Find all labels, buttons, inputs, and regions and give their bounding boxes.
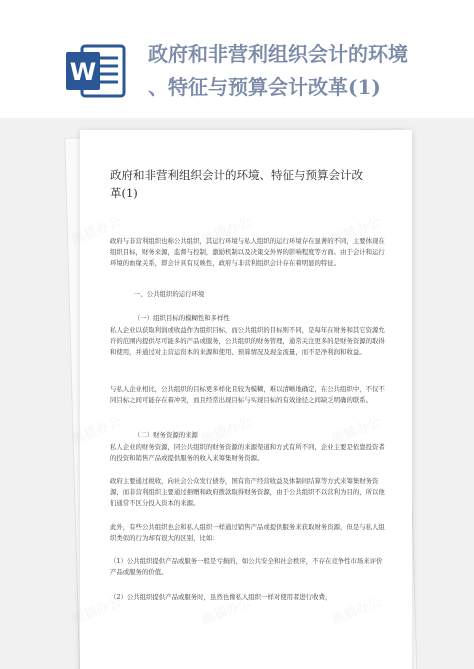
banner-title-line-1: 政府和非营利组织会计的环境 [148, 42, 408, 66]
document-preview-area [0, 118, 474, 669]
paragraph-point-1: （1）公共组织提供产品或服务一般是亏损的，如公共安全和社会秩序，不存在竞争性市场来评价产品或服务的价值。 [110, 557, 383, 576]
document-title [110, 166, 388, 202]
banner-header [0, 0, 474, 118]
watermark: 熊猫办公 [199, 594, 254, 629]
heading-subsection-2: （二）财务资源的来源 [134, 431, 198, 439]
paragraph-sales: 此外，有些公共组织也会和私人组织一样通过销售产品或提供服务来获取财务资源，但是与私人组织类似的行为却有很大的区别，比如： [110, 523, 385, 542]
paragraph-comparison: 与私人企业相比，公共组织的目标更多样化且较为模糊，难以清晰地确定，在公共组织中，不仅不同目标之间可能存在着冲突，而且经常出现目标与实现目标的有效途径之间缺乏明确的联系。 [110, 385, 385, 404]
watermark: 熊猫办公 [329, 214, 384, 249]
watermark: 熊猫办公 [69, 594, 124, 629]
heading-subsection-1: （一）组织目标的模糊性和多样性 [134, 314, 230, 322]
banner-title [148, 38, 460, 104]
paragraph-point-2: （2）公共组织提供产品或服务时，虽然也像私人组织一样对使用者进行收费， [110, 593, 332, 601]
watermark: 熊猫办公 [69, 214, 124, 249]
word-icon [64, 42, 128, 100]
document-page [69, 130, 412, 669]
document-title-line-2: 革(1) [110, 186, 138, 200]
svg-text:W: W [69, 58, 97, 86]
banner-title-line-2: 、特征与预算会计改革(1) [148, 75, 381, 99]
document-title-line-1: 政府和非营利组织会计的环境、特征与预算会计改 [110, 168, 363, 182]
watermark: 熊猫办公 [329, 414, 384, 449]
paragraph-funding-sources: 私人企业的财务资源，同公共组织的财务资源的来源渠道和方式有所不同，企业主要是依靠投资者的投资和销售产品或提供服务的收入来筹集财务资源。 [110, 443, 385, 462]
watermark: 熊猫办公 [199, 214, 254, 249]
watermark: 熊猫办公 [199, 414, 254, 449]
paragraph-intro: 政府与非营利组织也称公共组织，其运行环境与私人组织的运行环境存在显著的不同，主要体现在组织目标，财务来源，监督与控制，激励机制以及决策交外界的影响程度等方面。由于会计和运行环境的血缘关系，即会计具有反映性，政府与非营利组织会计存在着明显的特征。 [110, 237, 385, 267]
heading-section-1: 一、公共组织的运行环境 [134, 290, 205, 298]
paragraph-objectives: 私人企业以获取利润或收益作为组织目标，而公共组织的目标则不同，是每年在财务和其它资源允许的范围内提供尽可能多的产品或服务，公共组织的财务管理，通常关注更多的是财务资源的取得和使用，并通过对主营运资本的来源和使用、预算情况及现金流量，而不是净利润和收益。 [110, 326, 385, 356]
watermark: 熊猫办公 [69, 414, 124, 449]
watermark: 熊猫办公 [329, 594, 384, 629]
paragraph-government-funding: 政府主要通过税收，向社会公众发行债券，国有资产经营收益及体制间结算等方式来筹集财务资源，而非营利组织主要通过捐赠和政府拨款取得财务资源，由于公共组织不以营利为目的，所以他们通常不区分投入资本的来源。 [110, 477, 385, 507]
